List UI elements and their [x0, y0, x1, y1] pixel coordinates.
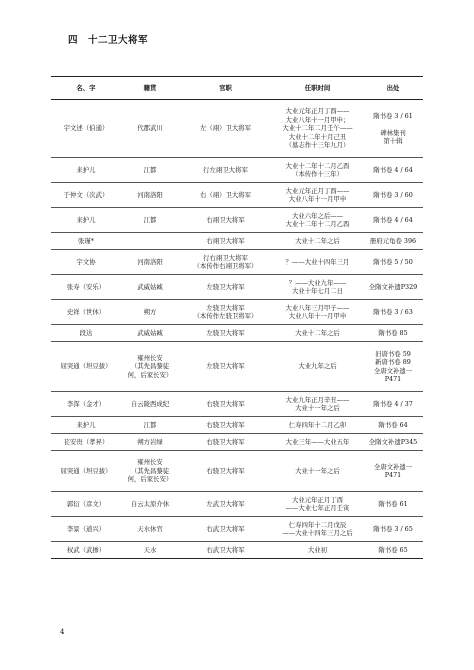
cell-post: [179, 434, 272, 451]
cell-time: [272, 517, 363, 542]
cell-post: [179, 208, 272, 233]
cell-time-line: ——大业七年正月壬寅: [285, 504, 350, 512]
cell-source-line: P471: [384, 471, 402, 479]
cell-post-line: 右骁卫大将军: [206, 437, 245, 446]
cell-post-line: 左（翊）卫大将军: [199, 124, 252, 133]
cell-source-line: 隋书卷 3 / 63: [373, 307, 413, 316]
cell-post: [179, 100, 272, 158]
cell-time-line: 大业元年正月丁酉——: [285, 107, 350, 116]
cell-origin: [121, 492, 179, 517]
cell-origin-line: 河南洛阳: [137, 190, 163, 199]
cell-origin: [121, 517, 179, 542]
cell-time: [272, 183, 363, 208]
cell-post-line: 右武卫大将军: [206, 545, 245, 554]
cell-post-line: 右武卫大将军: [206, 524, 245, 533]
cell-source-line: 全隋文补遗P345: [368, 437, 418, 446]
col-header-source: 出处: [363, 77, 423, 100]
cell-name: 来护儿: [51, 417, 121, 434]
cell-name: 于仲文（次武）: [51, 183, 121, 208]
cell-origin-line: 雍州长安: [137, 353, 163, 362]
table-row: [51, 417, 423, 434]
cell-source: [363, 342, 423, 392]
cell-post-line: 右（翊）卫大将军: [199, 190, 252, 199]
cell-origin-line: 江都: [143, 215, 157, 224]
cell-origin: [121, 100, 179, 158]
cell-post-line: 左骁卫大将军: [206, 282, 245, 291]
cell-time: [272, 451, 363, 492]
cell-origin: [121, 417, 179, 434]
cell-source: [363, 434, 423, 451]
cell-time-line: 大业十一年之后: [295, 404, 340, 412]
page-number: 4: [60, 628, 65, 636]
cell-source: [363, 492, 423, 517]
cell-time-line: 大业元年正月丁酉: [291, 495, 344, 504]
cell-time-line: 大业十二年之后: [295, 236, 340, 245]
cell-source-line: 隋书卷 85: [378, 328, 408, 337]
cell-time-line: 大业十二年二月壬午——: [282, 124, 353, 133]
cell-name: 郭衍（彦文）: [51, 492, 121, 517]
cell-origin-line: 自云太原介休: [130, 499, 170, 508]
table-row: [51, 392, 423, 417]
cell-time: [272, 392, 363, 417]
cell-name: 宇文述（伯通）: [51, 100, 121, 158]
cell-time-line: 仁寿四年十二月戊辰: [288, 520, 347, 529]
cell-post-line: 右翊卫大将军: [206, 215, 245, 224]
cell-origin: [121, 250, 179, 275]
cell-post-line: 左武卫大将军: [206, 499, 245, 508]
cell-name: 来护儿: [51, 208, 121, 233]
cell-time-line: 大业初: [307, 545, 328, 554]
cell-source: [363, 275, 423, 300]
table-row: [51, 300, 423, 325]
cell-name: 屈突通（坦豆拔）: [51, 342, 121, 392]
cell-post: [179, 492, 272, 517]
cell-post-line: 右骁卫大将军: [206, 466, 245, 475]
cell-source: [363, 451, 423, 492]
cell-name: 宇文协: [51, 250, 121, 275]
cell-post: [179, 542, 272, 559]
cell-post: [179, 183, 272, 208]
cell-source: [363, 250, 423, 275]
cell-name: 权武（武掺）: [51, 542, 121, 559]
cell-time-line: 大业十二年十月己丑: [288, 132, 347, 141]
cell-origin: [121, 275, 179, 300]
cell-origin: [121, 158, 179, 183]
cell-time-line: 大业十年七月二日: [291, 287, 344, 295]
cell-source-line: P471: [384, 374, 402, 383]
cell-name: 屈突通（坦豆拔）: [51, 451, 121, 492]
cell-post-line: 右翊卫大将军: [206, 236, 245, 245]
table-row: [51, 342, 423, 392]
table-row: [51, 250, 423, 275]
cell-source-line: 全隋文补遗P329: [368, 282, 418, 291]
table-row: [51, 275, 423, 300]
table-row: [51, 158, 423, 183]
cell-origin-line: 何，后家长安）: [127, 370, 173, 379]
cell-post: [179, 392, 272, 417]
cell-time: [272, 542, 363, 559]
col-header-time: 任职时间: [272, 77, 363, 100]
cell-origin: [121, 183, 179, 208]
cell-time: [272, 208, 363, 233]
cell-time-line: ？——大业九年——: [288, 278, 347, 287]
cell-time: [272, 300, 363, 325]
cell-name: 来护儿: [51, 158, 121, 183]
cell-post: [179, 342, 272, 392]
cell-source-line: 第十辑: [383, 136, 403, 145]
col-header-name: 名、字: [51, 77, 121, 100]
cell-post: [179, 417, 272, 434]
cell-source-line: 隋书卷 5 / 50: [373, 257, 413, 266]
cell-source-line: 册府元龟卷 396: [369, 236, 417, 245]
cell-source: [363, 300, 423, 325]
cell-origin-line: 雍州长安: [137, 458, 163, 467]
cell-source: [363, 233, 423, 250]
cell-time-line: ——大业十四年三月之后: [282, 529, 353, 537]
cell-origin: [121, 451, 179, 492]
cell-source-line: 隋书卷 65: [378, 545, 408, 554]
cell-time: [272, 250, 363, 275]
table-row: [51, 434, 423, 451]
cell-origin: [121, 542, 179, 559]
cell-post-line: 行右翊卫大将军: [203, 253, 248, 262]
cell-origin-line: 何，后家长安）: [127, 475, 173, 484]
cell-source-line: 隋书卷 4 / 64: [373, 215, 413, 224]
cell-origin-line: 江都: [143, 420, 157, 429]
cell-time-line: 仁寿四年十二月乙卯: [288, 420, 347, 429]
cell-post: [179, 451, 272, 492]
cell-post: [179, 158, 272, 183]
cell-origin-line: （其先昌黎徒: [130, 362, 170, 371]
cell-origin: [121, 208, 179, 233]
cell-name: 李景（道兴）: [51, 517, 121, 542]
cell-time-line: （本传作十三年）: [291, 170, 344, 178]
table-row: [51, 233, 423, 250]
cell-time-line: ？——大业十四年三月: [285, 257, 350, 266]
cell-time-line: 大业八年十一月甲申: [288, 312, 347, 320]
cell-time: [272, 100, 363, 158]
cell-time: [272, 492, 363, 517]
cell-post-line: 左骁卫大将军: [206, 328, 245, 337]
cell-post-line: 左骁卫大将军: [206, 303, 245, 312]
cell-time-line: 大业六年之后——: [291, 211, 344, 220]
cell-post-line: 右骁卫大将军: [206, 399, 245, 408]
cell-source-line: 隋书卷 3 / 60: [373, 190, 413, 199]
cell-post: [179, 517, 272, 542]
cell-post: [179, 275, 272, 300]
table-row: [51, 542, 423, 559]
cell-source-line: 全唐文补遗一: [373, 366, 413, 375]
cell-time: [272, 275, 363, 300]
generals-table: [51, 76, 423, 559]
cell-time-line: 大业八年三月甲子——: [285, 303, 350, 312]
cell-post-line: 左骁卫大将军: [206, 362, 245, 371]
cell-time: [272, 417, 363, 434]
cell-post: [179, 300, 272, 325]
cell-source: [363, 392, 423, 417]
cell-name: 张瑾*: [51, 233, 121, 250]
cell-origin-line: 朔方: [143, 307, 157, 316]
cell-origin-line: 代郡武川: [137, 124, 163, 133]
cell-source: [363, 158, 423, 183]
cell-origin: [121, 233, 179, 250]
col-header-origin: 籍贯: [121, 77, 179, 100]
cell-source: [363, 517, 423, 542]
table-row: [51, 183, 423, 208]
cell-source-line: [364, 120, 422, 128]
cell-origin-line: 河南洛阳: [137, 257, 163, 266]
table-header-row: [51, 77, 423, 100]
cell-source: [363, 325, 423, 342]
table-body: [51, 100, 423, 559]
cell-origin-line: 江都: [143, 165, 157, 174]
cell-time-line: 大业十一年之后: [295, 466, 340, 475]
table-row: [51, 325, 423, 342]
cell-source: [363, 100, 423, 158]
cell-post-line: 行左翊卫大将军: [203, 165, 248, 174]
cell-source-line: 全唐文补遗一: [373, 462, 413, 471]
table-row: [51, 100, 423, 158]
cell-source-line: 隋书卷 4 / 37: [373, 399, 413, 408]
cell-time: [272, 233, 363, 250]
cell-origin: [121, 392, 179, 417]
cell-source: [363, 542, 423, 559]
table-row: [51, 517, 423, 542]
cell-name: 苌安贵（孝昇）: [51, 434, 121, 451]
cell-origin-line: 自云陇西成纪: [130, 399, 170, 408]
cell-time: [272, 434, 363, 451]
cell-name: 张寿（安乐）: [51, 275, 121, 300]
cell-time-line: 大业九年正月辛丑——: [285, 395, 350, 404]
cell-post: [179, 233, 272, 250]
table-row: [51, 492, 423, 517]
cell-origin-line: 武威姑臧: [137, 328, 163, 337]
cell-time: [272, 325, 363, 342]
cell-source-line: 隋书卷 64: [378, 420, 408, 429]
cell-post: [179, 325, 272, 342]
cell-origin-line: 武威姑臧: [137, 282, 163, 291]
cell-time-line: 大业元年正月丁酉——: [285, 186, 350, 195]
cell-source-line: 隋书卷 61: [378, 499, 408, 508]
cell-source-line: 碑林集刊: [380, 128, 406, 137]
cell-source-line: 隋书卷 3 / 61: [373, 111, 413, 120]
cell-source: [363, 208, 423, 233]
cell-post-line: （本传作左骁卫将军）: [193, 312, 258, 320]
cell-name: 史祥（世休）: [51, 300, 121, 325]
cell-time-line: 大业八年十一月甲申: [288, 195, 347, 203]
cell-time: [272, 342, 363, 392]
cell-origin: [121, 300, 179, 325]
cell-time-line: 大业八年十一月甲申；: [285, 115, 350, 124]
cell-source-line: 新唐书卷 89: [375, 358, 411, 367]
cell-source: [363, 417, 423, 434]
table-row: [51, 208, 423, 233]
cell-source-line: 隋书卷 4 / 64: [373, 165, 413, 174]
cell-name: 李浑（金才）: [51, 392, 121, 417]
cell-post: [179, 250, 272, 275]
cell-origin-line: 天水: [143, 545, 157, 554]
cell-name: 段达: [51, 325, 121, 342]
cell-time-line: 大业十二年十二月乙酉: [285, 161, 350, 170]
cell-post-line: （本传作右翊卫将军）: [193, 262, 258, 270]
cell-source-line: 隋书卷 3 / 65: [373, 524, 413, 533]
cell-time-line: （墓志作十三年九月）: [285, 141, 350, 150]
cell-origin: [121, 342, 179, 392]
section-heading: 四 十二卫大将军: [68, 35, 149, 46]
cell-origin-line: （其先昌黎徒: [130, 466, 170, 475]
cell-origin-line: 朔方岩绿: [137, 437, 163, 446]
cell-post-line: 右骁卫大将军: [206, 420, 245, 429]
cell-source-line: 旧唐书卷 59: [375, 349, 411, 358]
cell-origin: [121, 325, 179, 342]
cell-time-line: 大业九年之后: [298, 362, 337, 371]
cell-time-line: 大业十二年十二月乙酉: [285, 220, 350, 228]
col-header-post: 官职: [179, 77, 272, 100]
cell-time-line: 大业十二年之后: [295, 328, 340, 337]
cell-time: [272, 158, 363, 183]
table-row: [51, 451, 423, 492]
cell-origin-line: 天水休官: [137, 524, 163, 533]
cell-source: [363, 183, 423, 208]
cell-origin: [121, 434, 179, 451]
cell-time-line: 大业三年——大业五年: [285, 437, 350, 446]
